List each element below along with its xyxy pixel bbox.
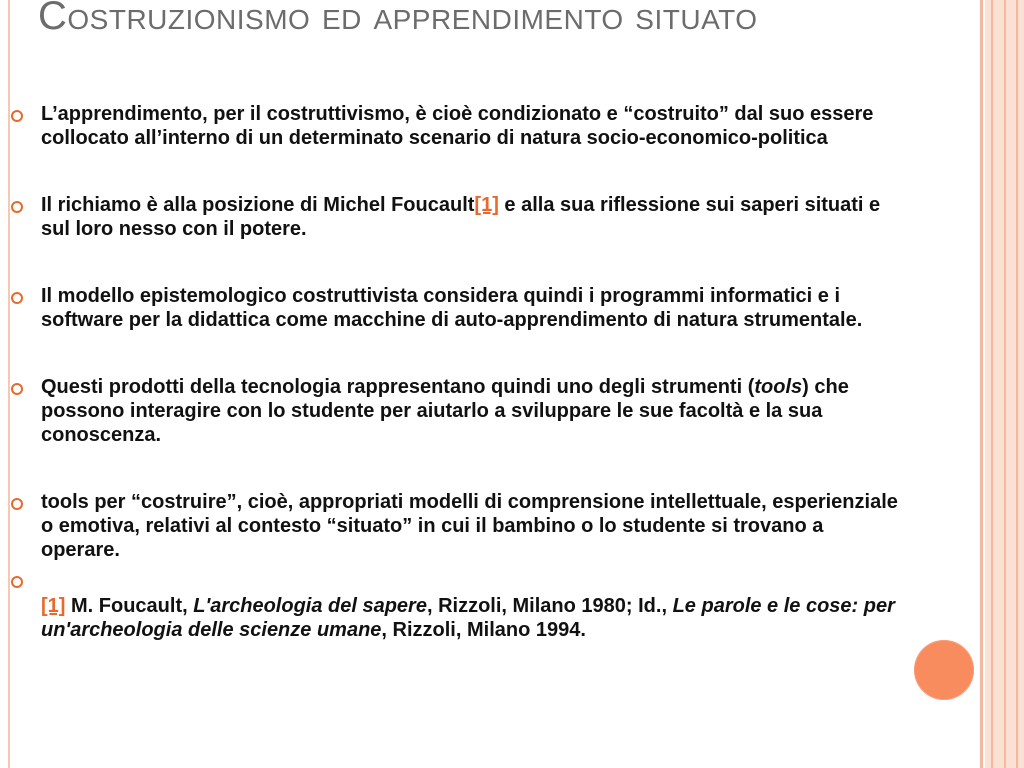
bullet-text: e alla sua riflessione sui saperi situati e sul loro nesso con il potere. <box>41 194 881 240</box>
bullet-circle-icon <box>11 292 23 304</box>
bullet-text: L’apprendimento, per il costruttivismo, è cioè condizionato e “costruito” dal suo essere collocato all’interno di un determinato scenario di natura socio-economico-politica <box>41 103 874 149</box>
band-stripe <box>1004 0 1006 768</box>
bullet-circle-icon <box>11 576 23 588</box>
bullet-italic-term: tools <box>754 376 803 398</box>
band-stripe <box>991 0 993 768</box>
bullet-circle-icon <box>11 383 23 395</box>
footnote-work-title: L'archeologia del sapere <box>193 595 427 617</box>
bullet-circle-icon <box>11 498 23 510</box>
footnote-author: M. Foucault, <box>65 595 194 617</box>
footnote-work-title: Le parole e le cose: per un'archeologia delle scienze umane <box>41 595 895 641</box>
bullet-circle-icon <box>11 201 23 213</box>
bullet-circle-icon <box>11 110 23 122</box>
bullet-item <box>0 284 900 332</box>
footnote-publisher: , Rizzoli, Milano 1994. <box>381 619 586 641</box>
footnote <box>0 594 900 642</box>
bullet-item <box>0 193 900 241</box>
bullet-text: Il richiamo è alla posizione di Michel Foucault <box>41 194 475 216</box>
decorative-orange-circle <box>914 640 974 700</box>
footnote-reference-link[interactable]: [1] <box>474 194 499 216</box>
bullet-item <box>0 375 900 447</box>
footnote-anchor-link[interactable]: [1] <box>41 595 66 617</box>
bullet-item <box>0 102 900 150</box>
bullet-text: Il modello epistemologico costruttivista considera quindi i programmi informatici e i software per la didattica come macchine di auto-apprendimento di natura strumentale. <box>41 285 863 331</box>
bullet-text: tools per “costruire”, cioè, appropriati modelli di comprensione intellettuale, esperienziale o emotiva, relativi al contesto “situato” in cui il bambino o lo studente si trovano a operare. <box>41 491 898 561</box>
bullet-text: Questi prodotti della tecnologia rappresentano quindi uno degli strumenti ( <box>41 376 755 398</box>
band-stripe <box>980 0 983 768</box>
band-stripe <box>1016 0 1018 768</box>
bullet-item-empty <box>0 568 900 592</box>
slide-title: Costruzionismo ed apprendimento situato <box>38 0 758 38</box>
bullet-list <box>0 102 900 642</box>
bullet-text: ) che possono interagire con lo studente per aiutarlo a sviluppare le sue facoltà e la sua conoscenza. <box>41 376 849 446</box>
footnote-publisher: , Rizzoli, Milano 1980; Id., <box>426 595 673 617</box>
bullet-item <box>0 490 900 562</box>
